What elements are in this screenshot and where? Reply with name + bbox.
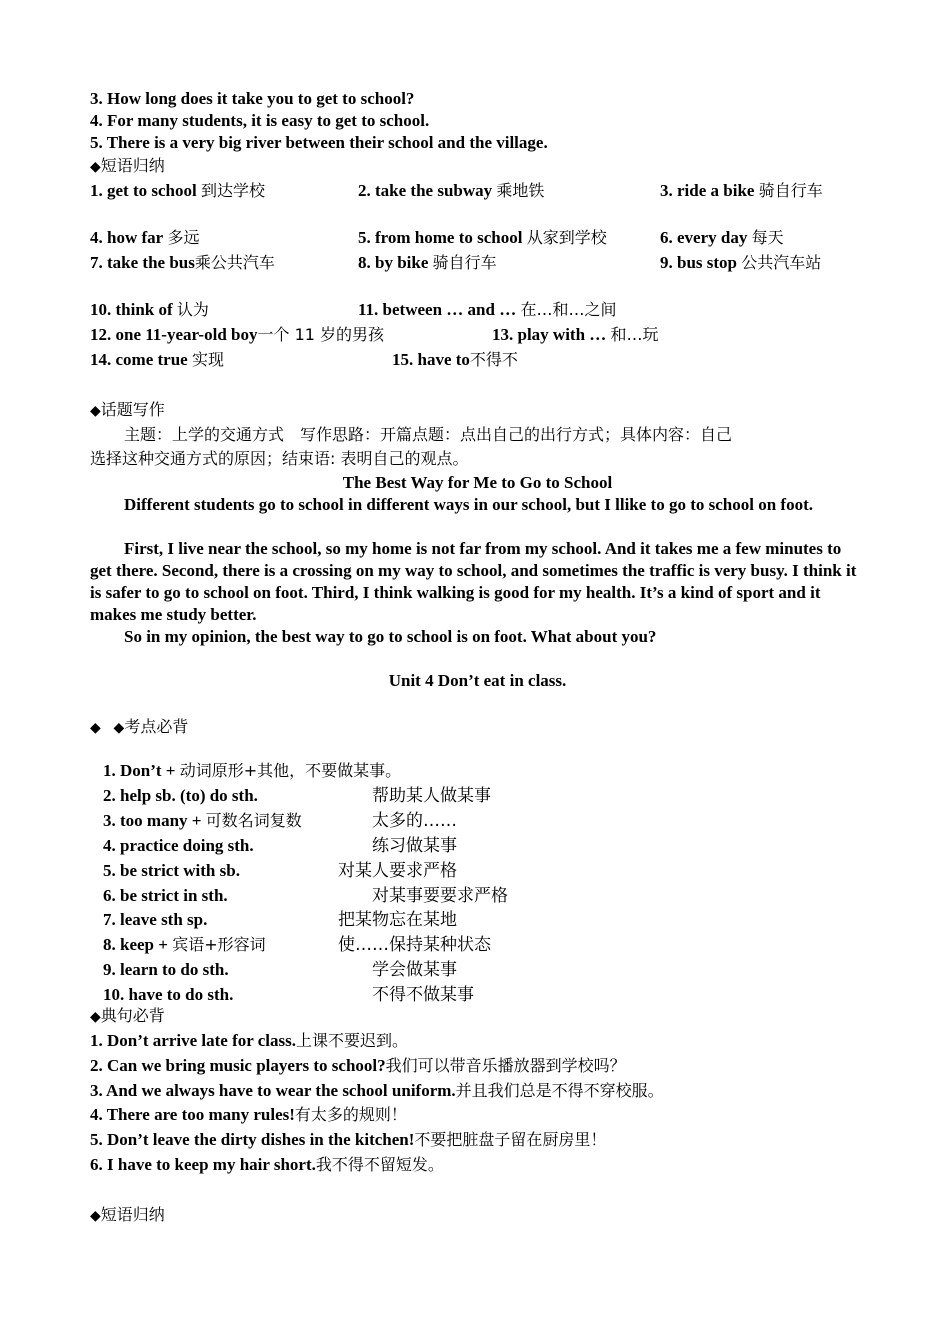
essay-paragraph: Different students go to school in different ways in our school, but I llike to go to school on foot. xyxy=(124,495,813,514)
point-meaning: 练习做某事 xyxy=(372,836,457,856)
point-meaning: 学会做某事 xyxy=(372,960,457,980)
phrase-item: 6. every day 每天 xyxy=(660,228,784,247)
diamond-bullet-icon: ◆ xyxy=(113,720,125,736)
point-meaning: 帮助某人做某事 xyxy=(372,786,491,806)
point-meaning: 把某物忘在某地 xyxy=(338,910,457,930)
sentence-item: 5. Don’t leave the dirty dishes in the kitchen!不要把脏盘子留在厨房里！ xyxy=(90,1130,607,1149)
point-item: 2. help sb. (to) do sth. xyxy=(103,786,258,805)
diamond-bullet-icon: ◆ xyxy=(90,720,101,736)
phrase-item: 11. between … and … 在…和…之间 xyxy=(358,300,617,319)
section-header-writing: ◆话题写作 xyxy=(90,400,165,419)
point-item: 3. too many + 可数名词复数 xyxy=(103,811,302,830)
diamond-bullet-icon: ◆ xyxy=(90,1208,101,1224)
diamond-bullet-icon: ◆ xyxy=(90,403,101,419)
essay-paragraph: So in my opinion, the best way to go to school is on foot. What about you? xyxy=(124,627,657,646)
sentence-line: 4. For many students, it is easy to get to school. xyxy=(90,111,430,130)
section-header-phrases: ◆短语归纳 xyxy=(90,156,165,175)
unit-title: Unit 4 Don’t eat in class. xyxy=(388,671,567,690)
writing-intro: 主题：上学的交通方式 写作思路：开篇点题：点出自己的出行方式；具体内容：自己 xyxy=(124,425,733,444)
sentence-item: 6. I have to keep my hair short.我不得不留短发。 xyxy=(90,1155,444,1174)
sentence-item: 1. Don’t arrive late for class.上课不要迟到。 xyxy=(90,1031,409,1050)
point-item: 9. learn to do sth. xyxy=(103,960,229,979)
point-item: 8. keep + 宾语+形容词 xyxy=(103,935,266,954)
sentence-item: 2. Can we bring music players to school?我们可以带音乐播放器到学校吗？ xyxy=(90,1056,626,1075)
point-item: 4. practice doing sth. xyxy=(103,836,254,855)
sentence-item: 4. There are too many rules!有太多的规则！ xyxy=(90,1105,407,1124)
sentence-item: 3. And we always have to wear the school uniform.并且我们总是不得不穿校服。 xyxy=(90,1081,664,1100)
sentence-line: 3. How long does it take you to get to school? xyxy=(90,89,415,108)
phrase-item: 15. have to不得不 xyxy=(392,350,518,369)
phrase-item: 12. one 11-year-old boy一个 11 岁的男孩 xyxy=(90,325,385,344)
point-item: 10. have to do sth. xyxy=(103,985,234,1004)
diamond-bullet-icon: ◆ xyxy=(90,159,101,175)
section-header-dianju: ◆典句必背 xyxy=(90,1006,165,1025)
phrase-item: 5. from home to school 从家到学校 xyxy=(358,228,607,247)
phrase-item: 3. ride a bike 骑自行车 xyxy=(660,181,823,200)
point-meaning: 不得不做某事 xyxy=(372,985,474,1005)
point-meaning: 使……保持某种状态 xyxy=(338,935,491,955)
phrase-item: 8. by bike 骑自行车 xyxy=(358,253,497,272)
phrase-item: 14. come true 实现 xyxy=(90,350,224,369)
section-header-kaodian: ◆ ◆考点必背 xyxy=(90,717,189,736)
point-item: 1. Don’t + 动词原形+其他，不要做某事。 xyxy=(103,761,402,780)
point-item: 7. leave sth sp. xyxy=(103,910,208,929)
point-meaning: 太多的…… xyxy=(372,811,457,831)
essay-title: The Best Way for Me to Go to School xyxy=(342,473,613,492)
phrase-item: 2. take the subway 乘地铁 xyxy=(358,181,545,200)
essay-paragraph: First, I live near the school, so my home is not far from my school. And it takes me a few minutes to get there. Second, there is a crossing on my way to school, and sometimes the traffic is very busy. I think it is safer to go to school on foot. Third, I think walking is good for my health. It’s a kind of sport and it makes me study better. xyxy=(90,539,857,624)
phrase-item: 7. take the bus乘公共汽车 xyxy=(90,253,275,272)
diamond-bullet-icon: ◆ xyxy=(90,1009,101,1025)
phrase-item: 1. get to school 到达学校 xyxy=(90,181,265,200)
writing-intro: 选择这种交通方式的原因；结束语: 表明自己的观点。 xyxy=(90,449,469,468)
phrase-item: 4. how far 多远 xyxy=(90,228,200,247)
phrase-item: 10. think of 认为 xyxy=(90,300,209,319)
point-item: 6. be strict in sth. xyxy=(103,886,228,905)
section-header-phrases: ◆短语归纳 xyxy=(90,1205,165,1224)
sentence-line: 5. There is a very big river between their school and the village. xyxy=(90,133,548,152)
point-meaning: 对某人要求严格 xyxy=(338,861,457,881)
point-item: 5. be strict with sb. xyxy=(103,861,240,880)
phrase-item: 13. play with … 和…玩 xyxy=(492,325,659,344)
phrase-item: 9. bus stop 公共汽车站 xyxy=(660,253,822,272)
point-meaning: 对某事要要求严格 xyxy=(372,886,508,906)
